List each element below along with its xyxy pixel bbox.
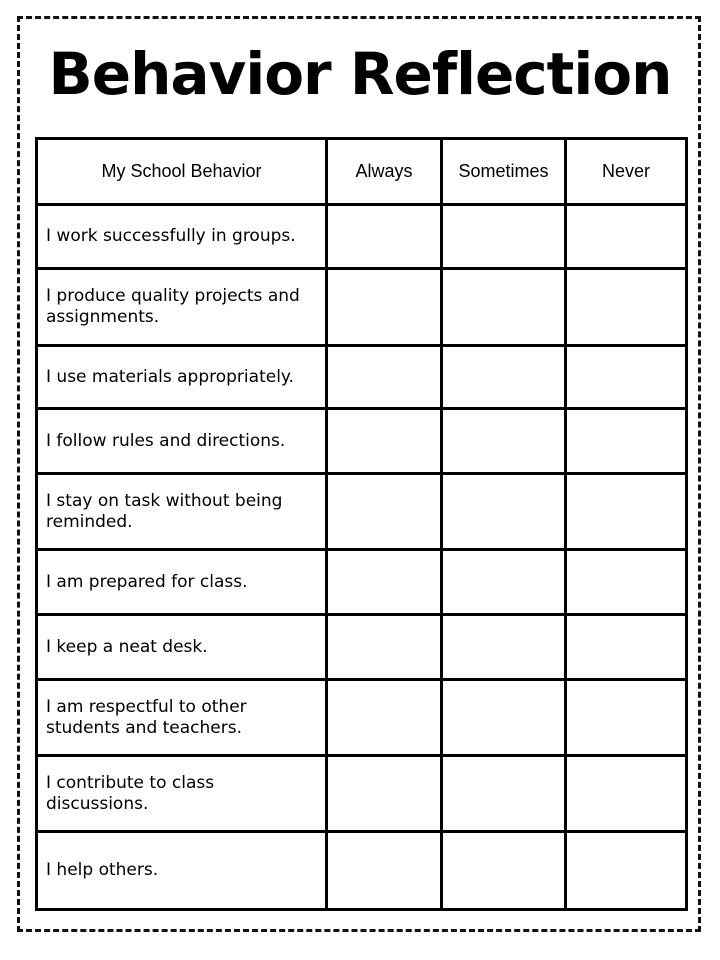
- behavior-statement: I follow rules and directions.: [37, 409, 327, 474]
- sometimes-box[interactable]: [442, 409, 566, 474]
- never-box[interactable]: [566, 832, 687, 910]
- never-box[interactable]: [566, 346, 687, 409]
- never-box[interactable]: [566, 205, 687, 269]
- never-box[interactable]: [566, 269, 687, 346]
- always-box[interactable]: [327, 474, 442, 550]
- behavior-statement: I work successfully in groups.: [37, 205, 327, 269]
- always-box[interactable]: [327, 832, 442, 910]
- never-box[interactable]: [566, 756, 687, 832]
- page-title: Behavior Reflection: [48, 40, 672, 108]
- sometimes-box[interactable]: [442, 205, 566, 269]
- table-row: [37, 474, 687, 550]
- never-box[interactable]: [566, 409, 687, 474]
- always-box[interactable]: [327, 205, 442, 269]
- table-row: [37, 346, 687, 409]
- header-my-school-behavior: My School Behavior: [37, 139, 327, 205]
- table-row: [37, 205, 687, 269]
- behavior-statement: I am respectful to other students and teachers.: [37, 680, 327, 756]
- never-box[interactable]: [566, 680, 687, 756]
- sometimes-box[interactable]: [442, 680, 566, 756]
- table-row: [37, 615, 687, 680]
- behavior-statement: I keep a neat desk.: [37, 615, 327, 680]
- behavior-statement: I contribute to class discussions.: [37, 756, 327, 832]
- behavior-statement: I am prepared for class.: [37, 550, 327, 615]
- always-box[interactable]: [327, 615, 442, 680]
- sometimes-box[interactable]: [442, 269, 566, 346]
- behavior-table: [35, 137, 688, 911]
- always-box[interactable]: [327, 346, 442, 409]
- behavior-statement: I use materials appropriately.: [37, 346, 327, 409]
- never-box[interactable]: [566, 474, 687, 550]
- always-box[interactable]: [327, 550, 442, 615]
- header-sometimes: Sometimes: [442, 139, 566, 205]
- behavior-statement: I stay on task without being reminded.: [37, 474, 327, 550]
- sometimes-box[interactable]: [442, 615, 566, 680]
- table-row: [37, 269, 687, 346]
- header-never: Never: [566, 139, 687, 205]
- behavior-statement: I produce quality projects and assignments.: [37, 269, 327, 346]
- sometimes-box[interactable]: [442, 756, 566, 832]
- sometimes-box[interactable]: [442, 346, 566, 409]
- header-always: Always: [327, 139, 442, 205]
- sometimes-box[interactable]: [442, 832, 566, 910]
- table-row: [37, 550, 687, 615]
- always-box[interactable]: [327, 269, 442, 346]
- table-row: [37, 409, 687, 474]
- always-box[interactable]: [327, 409, 442, 474]
- never-box[interactable]: [566, 615, 687, 680]
- always-box[interactable]: [327, 756, 442, 832]
- header-row: [37, 139, 687, 205]
- table-row: [37, 680, 687, 756]
- table-row: [37, 756, 687, 832]
- sometimes-box[interactable]: [442, 474, 566, 550]
- sometimes-box[interactable]: [442, 550, 566, 615]
- always-box[interactable]: [327, 680, 442, 756]
- behavior-statement: I help others.: [37, 832, 327, 910]
- table-row: [37, 832, 687, 910]
- never-box[interactable]: [566, 550, 687, 615]
